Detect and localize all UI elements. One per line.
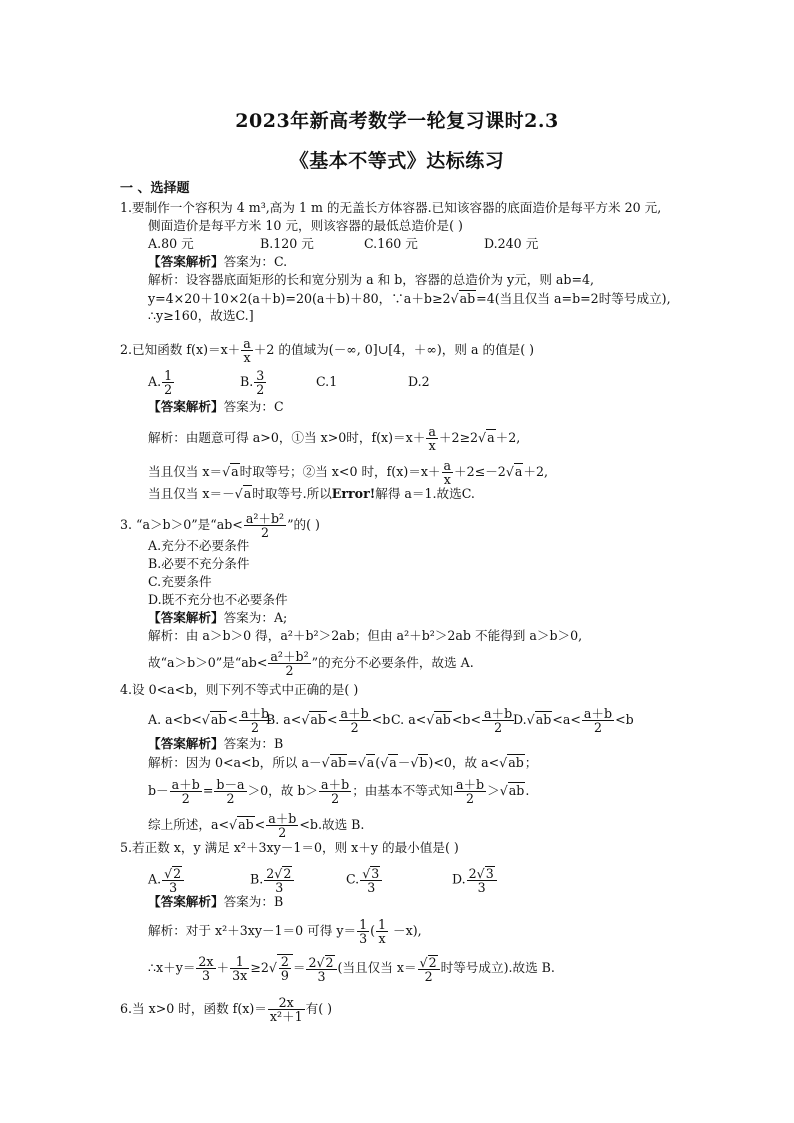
q4-option-a: A. a<b<√ ab< $\frac{a+b}{2}$ <box>148 707 266 734</box>
q3-explain-2: 故“a＞b＞0”是“ab< $\frac{\text{a²＋b²}}{2}$ ”的充分不必要条件，故选 A. <box>148 649 474 678</box>
q1-explain-3: ∴y≥160，故选C.] <box>148 308 254 323</box>
document-title: 2023年新高考数学一轮复习课时2.3 <box>235 110 559 132</box>
q4-stem: 4.设 0<a<b，则下列不等式中正确的是( ) <box>120 682 359 697</box>
q3-option-a: A.充分不必要条件 <box>148 538 250 553</box>
q4-explain-3: 综上所述，a<√ ab< $\frac{a+b}{2}$ <b.故选 B. <box>148 812 364 839</box>
q4-option-d: D.√ ab<a< $\frac{a+b}{2}$ <b <box>513 707 634 734</box>
q3-option-d: D.既不充分也不必要条件 <box>148 592 288 607</box>
q3-answer: 【答案解析】答案为：A; <box>148 610 288 625</box>
sqrt: √ ab <box>459 290 477 307</box>
q4-option-b: B. a<√ ab< $\frac{a+b}{2}$ <b <box>266 707 391 734</box>
q4-explain-2: b－ $\frac{a+b}{2}$ = $\frac{b-a}{2}$ ＞0，故 b＞ $\frac{a+b}{2}$ ；由基本不等式知 $\frac{a+b}{2}$ ＞√ ab. <box>148 778 529 805</box>
q1-option-a: A.80 元 <box>148 236 194 251</box>
q1-answer <box>148 254 287 270</box>
q1-stem-line1: 1.要制作一个容积为 4 m³,高为 1 m 的无盖长方体容器.已知该容器的底面造价是每平方米 20 元, <box>120 200 662 215</box>
q1-options <box>148 236 538 252</box>
q1-stem-line2: 侧面造价是每平方米 10 元，则该容器的最低总造价是( ) <box>148 218 463 233</box>
q5-explain-1: 解析：对于 x²＋3xy－1＝0 可得 y＝ $\frac{1}{3}$ ( $\frac{1}{x}$ －x), <box>148 917 422 946</box>
q3-option-c: C.充要条件 <box>148 574 212 589</box>
q1-explain-1: 解析：设容器底面矩形的长和宽分别为 a 和 b，容器的总造价为 y元，则 ab=4, <box>148 272 595 287</box>
q1-explain-2: y=4×20＋10×2(a＋b)=20(a＋b)＋80，∵a＋b≥2√ ab=4(当且仅当 a=b=2时等号成立), <box>148 290 671 307</box>
q2-option-b: B. $\frac{3}{2}$ <box>240 368 265 397</box>
q1-answer-text: 答案为：C. <box>223 254 288 269</box>
q2-explain-3: 当且仅当 x＝－√ a时取等号.所以Error!解得 a＝1.故选C. <box>148 485 475 502</box>
answer-label: 【答案解析】 <box>148 254 224 269</box>
q1-option-c: C.160 元 <box>364 236 418 251</box>
fraction: $\frac{a}{x}$ <box>243 336 251 365</box>
q2-explain-1: 解析：由题意可得 a>0，①当 x>0时，f(x)＝x＋ $\frac{a}{x}$ ＋2≥2√ a＋2, <box>148 425 520 452</box>
q3-option-b: B.必要不充分条件 <box>148 556 250 571</box>
q2-options <box>148 369 430 396</box>
q3-stem: 3. “a＞b＞0”是“ab< $\frac{\text{a²＋b²}}{2}$ ”的( ) <box>120 511 320 540</box>
q2-answer: 【答案解析】答案为：C <box>148 399 284 414</box>
q5-option-d: D. $\frac{2√ 3}{3}$ <box>452 866 498 894</box>
section-heading: 一 、选择题 <box>120 181 190 196</box>
q5-option-b: B. $\frac{2√ 2}{3}$ <box>250 866 346 894</box>
q4-options <box>148 707 634 734</box>
q6-stem: 6.当 x>0 时，函数 f(x)＝ $\frac{2x}{\text{x²＋1}}$ 有( ) <box>120 995 333 1024</box>
q1-option-b: B.120 元 <box>260 236 314 251</box>
q5-option-c: C. √ $\frac{3}{3}$ <box>346 866 452 894</box>
q2-stem: 2.已知函数 f(x)＝x＋ $\frac{a}{x}$ ＋2 的值域为(－∞, 0]∪[4，＋∞)，则 a 的值是( ) <box>120 336 535 365</box>
q4-option-c: C. a<√ ab<b< $\frac{a+b}{2}$ <box>391 707 513 734</box>
q1-option-d: D.240 元 <box>484 236 539 251</box>
q3-explain-1: 解析：由 a＞b＞0 得，a²＋b²＞2ab；但由 a²＋b²＞2ab 不能得到 a＞b＞0, <box>148 628 583 643</box>
q4-explain-1: 解析：因为 0<a<b，所以 a－√ ab=√ a(√ a－√ b)<0，故 a<√ ab； <box>148 754 537 771</box>
q5-stem: 5.若正数 x，y 满足 x²＋3xy－1＝0，则 x＋y 的最小值是( ) <box>120 840 459 855</box>
q5-option-a: A. √ $\frac{2}{3}$ <box>148 866 250 894</box>
q2-option-c: C.1 <box>316 374 338 389</box>
q2-option-a: A. $\frac{1}{2}$ <box>148 368 173 397</box>
q5-explain-2: ∴x＋y＝ $\frac{2x}{3}$ ＋ $\frac{1}{3x}$ ≥2 √ $\frac{2}{9}$ ＝ $\frac{2√ 2}{3}$ (当且仅当 x＝ √ $\frac{2}{2}$ 时等号成立).故选 B. <box>148 954 555 983</box>
q5-options <box>148 866 498 894</box>
q2-option-d: D.2 <box>408 374 430 389</box>
q2-explain-2: 当且仅当 x＝√ a时取等号；②当 x<0 时，f(x)＝x＋ $\frac{a}{x}$ ＋2≤－2√ a＋2, <box>148 459 548 486</box>
document-subtitle: 《基本不等式》达标练习 <box>289 150 505 172</box>
q5-answer: 【答案解析】答案为：B <box>148 894 284 909</box>
q4-answer: 【答案解析】答案为：B <box>148 736 284 751</box>
